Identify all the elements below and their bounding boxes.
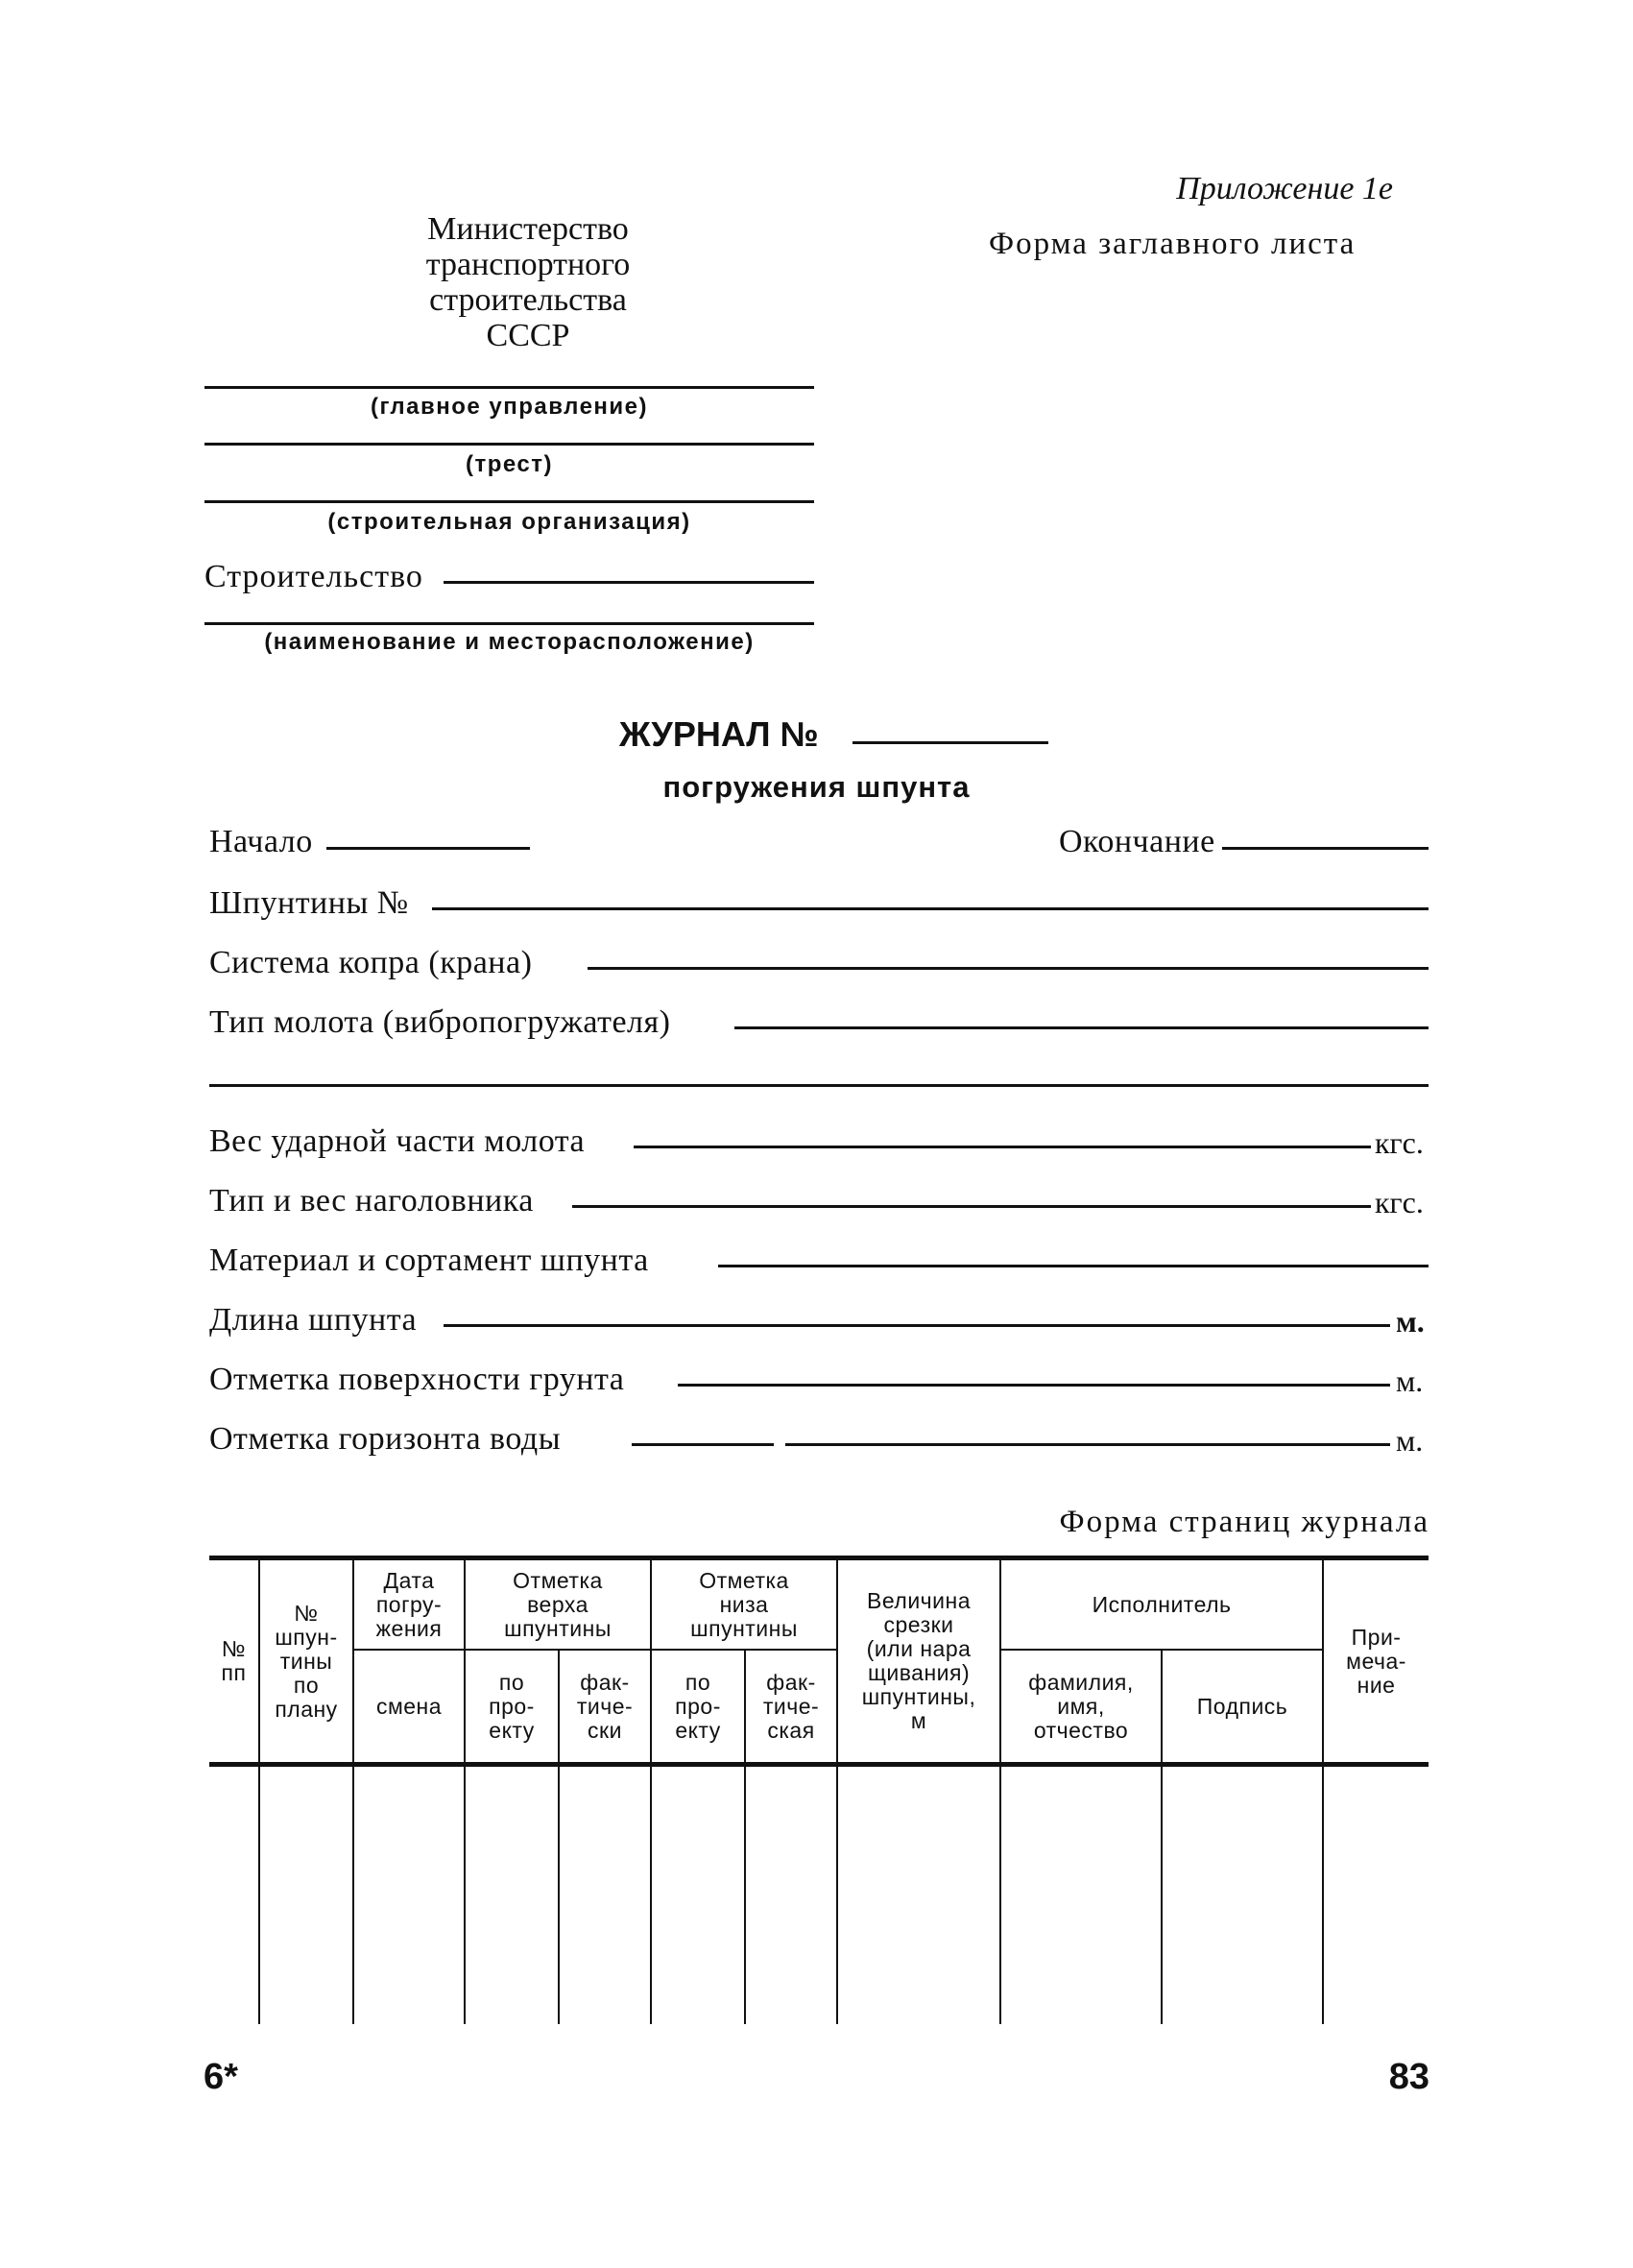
table-row xyxy=(209,1765,1429,2025)
end-line[interactable] xyxy=(1222,847,1429,850)
name-location-caption: (наименование и месторасположение) xyxy=(264,629,755,655)
header-text: по xyxy=(684,1669,711,1695)
col-executor-header: Исполнитель xyxy=(1000,1558,1323,1651)
main-directorate-line[interactable] xyxy=(204,386,814,389)
cell-top-project[interactable] xyxy=(465,1765,559,2025)
header-text: пп xyxy=(221,1660,247,1685)
journal-subtitle: погружения шпунта xyxy=(662,770,971,804)
header-text: шпун- xyxy=(275,1624,338,1650)
water-level-unit: м. xyxy=(1396,1423,1424,1458)
header-text: екту xyxy=(675,1717,721,1743)
col-cut-header xyxy=(837,1558,1000,1765)
col-bottom-header xyxy=(651,1558,837,1651)
rig-system-label: Система копра (крана) xyxy=(209,945,533,980)
header-text: ние xyxy=(1357,1672,1396,1698)
header-text: шпунтины xyxy=(504,1615,612,1641)
header-text: погру- xyxy=(375,1591,443,1617)
header-text: срезки xyxy=(883,1612,954,1637)
water-level-line-b[interactable] xyxy=(785,1443,1390,1446)
name-location-line[interactable] xyxy=(204,622,814,625)
cap-type-weight-line[interactable] xyxy=(572,1205,1371,1208)
header-text: ски xyxy=(588,1717,622,1743)
col-top-actual-header xyxy=(559,1650,651,1765)
header-text: меча- xyxy=(1346,1648,1406,1674)
form-pages-title: Форма страниц журнала xyxy=(1059,1505,1429,1539)
ground-level-line[interactable] xyxy=(678,1384,1390,1387)
cell-signature[interactable] xyxy=(1162,1765,1323,2025)
header-text: (или нара xyxy=(866,1636,972,1661)
form-title: Форма заглавного листа xyxy=(989,227,1357,261)
construction-line[interactable] xyxy=(444,581,814,584)
sheet-pile-no-label: Шпунтины № xyxy=(209,885,409,921)
header-text: м xyxy=(910,1708,927,1733)
header-text: фамилия, xyxy=(1028,1669,1134,1695)
header-text: Отметка xyxy=(513,1567,603,1593)
journal-title: ЖУРНАЛ № xyxy=(619,714,819,754)
cap-type-weight-unit: кгс. xyxy=(1375,1185,1424,1219)
header-text: верха xyxy=(527,1591,588,1617)
cell-cut[interactable] xyxy=(837,1765,1000,2025)
ministry-block xyxy=(346,211,710,353)
col-pile-plan-header xyxy=(259,1558,353,1765)
sheet-pile-no-line[interactable] xyxy=(432,907,1429,910)
cell-bottom-actual[interactable] xyxy=(745,1765,837,2025)
header-text: № xyxy=(221,1636,247,1661)
cell-pile-plan[interactable] xyxy=(259,1765,353,2025)
cap-type-weight-label: Тип и вес наголовника xyxy=(209,1183,534,1218)
header-text: ская xyxy=(767,1717,815,1743)
col-signature-header: Подпись xyxy=(1162,1650,1323,1765)
header-text: При- xyxy=(1351,1624,1402,1650)
start-line[interactable] xyxy=(326,847,530,850)
header-text: № xyxy=(294,1600,319,1626)
cell-fio[interactable] xyxy=(1000,1765,1162,2025)
water-level-line-a[interactable] xyxy=(632,1443,774,1446)
header-text: про- xyxy=(675,1693,721,1719)
journal-number-line[interactable] xyxy=(853,741,1048,744)
header-text: фак- xyxy=(580,1669,630,1695)
ministry-line: СССР xyxy=(486,318,570,353)
col-note-header xyxy=(1323,1558,1429,1765)
header-text: по xyxy=(498,1669,525,1695)
hammer-weight-line[interactable] xyxy=(634,1146,1371,1148)
start-label: Начало xyxy=(209,824,313,859)
header-text: по xyxy=(293,1672,320,1698)
cell-no[interactable] xyxy=(209,1765,259,2025)
hammer-type-label: Тип молота (вибропогружателя) xyxy=(209,1004,671,1040)
appendix-label: Приложение 1е xyxy=(1176,171,1393,206)
hammer-weight-unit: кгс. xyxy=(1375,1125,1424,1160)
material-line[interactable] xyxy=(718,1265,1429,1267)
header-text: щивания) xyxy=(867,1660,971,1685)
water-level-label: Отметка горизонта воды xyxy=(209,1421,562,1457)
header-text: тины xyxy=(279,1648,333,1674)
header-text: Отметка xyxy=(699,1567,789,1593)
col-shift-header: смена xyxy=(353,1650,465,1765)
construction-label: Строительство xyxy=(204,559,423,594)
header-text: Величина xyxy=(867,1588,972,1613)
ground-level-unit: м. xyxy=(1396,1363,1424,1398)
end-label: Окончание xyxy=(1059,824,1215,859)
construction-org-caption: (строительная организация) xyxy=(327,509,691,535)
header-text: фак- xyxy=(766,1669,816,1695)
header-text: шпунтины xyxy=(690,1615,798,1641)
trust-caption: (трест) xyxy=(465,451,554,477)
ministry-line: транспортного xyxy=(425,247,631,282)
construction-org-line[interactable] xyxy=(204,500,814,503)
ministry-line: Министерство xyxy=(427,211,629,247)
hammer-weight-label: Вес ударной части молота xyxy=(209,1123,586,1159)
header-text: тиче- xyxy=(762,1693,820,1719)
col-top-project-header xyxy=(465,1650,559,1765)
col-no-header xyxy=(209,1558,259,1765)
trust-line[interactable] xyxy=(204,443,814,446)
col-bottom-project-header xyxy=(651,1650,745,1765)
main-directorate-caption: (главное управление) xyxy=(370,394,649,420)
extra-blank-line[interactable] xyxy=(209,1084,1429,1087)
cell-shift[interactable] xyxy=(353,1765,465,2025)
header-text: жения xyxy=(375,1615,443,1641)
header-text: плану xyxy=(275,1696,338,1722)
col-top-header xyxy=(465,1558,651,1651)
cell-bottom-project[interactable] xyxy=(651,1765,745,2025)
cell-top-actual[interactable] xyxy=(559,1765,651,2025)
header-text: про- xyxy=(489,1693,535,1719)
ground-level-label: Отметка поверхности грунта xyxy=(209,1362,625,1397)
pile-length-unit: м. xyxy=(1396,1304,1425,1339)
pile-length-label: Длина шпунта xyxy=(209,1302,418,1338)
header-text: шпунтины, xyxy=(861,1684,976,1709)
pile-length-line[interactable] xyxy=(444,1324,1390,1327)
journal-table xyxy=(209,1556,1429,2024)
header-text: имя, xyxy=(1057,1693,1105,1719)
header-text: Дата xyxy=(383,1567,435,1593)
header-text: отчество xyxy=(1033,1717,1129,1743)
col-bottom-actual-header xyxy=(745,1650,837,1765)
footer-left-mark: 6* xyxy=(204,2057,238,2097)
col-date-header xyxy=(353,1558,465,1651)
page-number: 83 xyxy=(1388,2057,1429,2097)
rig-system-line[interactable] xyxy=(588,967,1429,970)
header-text: екту xyxy=(489,1717,535,1743)
cell-note[interactable] xyxy=(1323,1765,1429,2025)
material-label: Материал и сортамент шпунта xyxy=(209,1243,649,1278)
hammer-type-line[interactable] xyxy=(734,1026,1429,1029)
col-fio-header xyxy=(1000,1650,1162,1765)
ministry-line: строительства xyxy=(429,282,627,318)
header-text: низа xyxy=(719,1591,769,1617)
header-text: тиче- xyxy=(576,1693,634,1719)
